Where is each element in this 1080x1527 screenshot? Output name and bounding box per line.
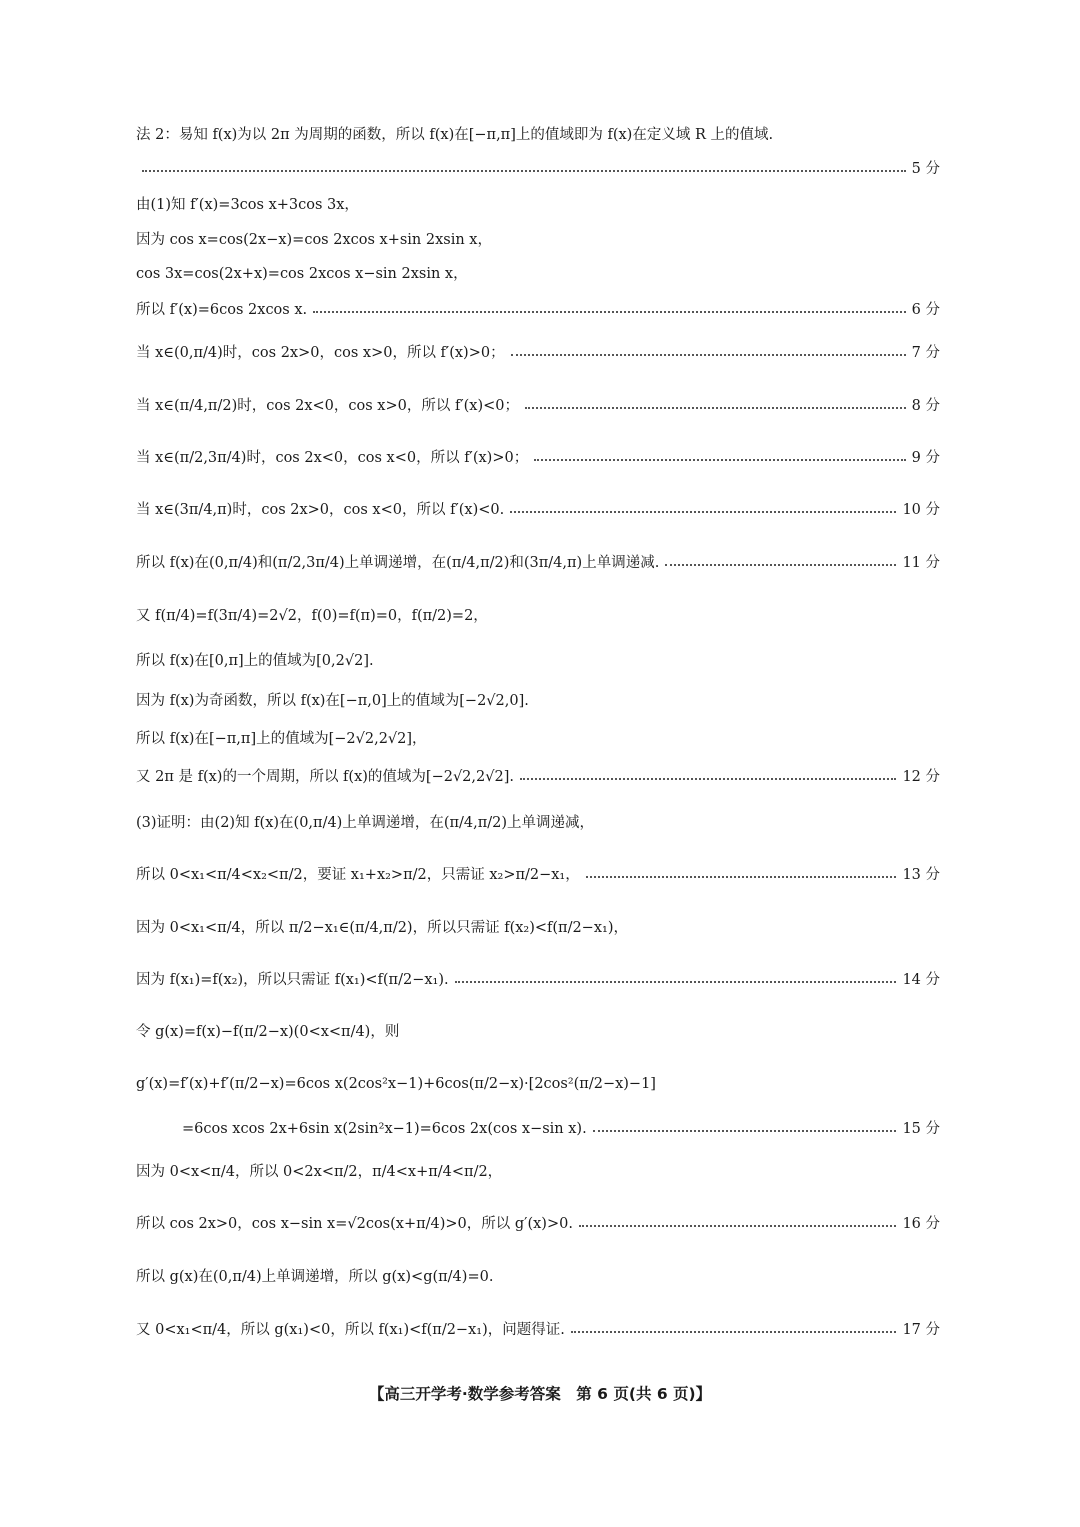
line-text: 所以 f′(x)=6cos 2xcos x.: [136, 302, 308, 318]
text-line: [136, 1266, 940, 1288]
score-label: 13 分: [902, 867, 940, 883]
dotted-leader: [511, 354, 906, 356]
score-line: [136, 158, 940, 180]
score-label: 15 分: [902, 1121, 940, 1137]
text-line: [136, 1161, 940, 1183]
text-line: [136, 650, 940, 672]
score-label: 16 分: [902, 1216, 940, 1232]
score-line: [136, 969, 940, 991]
dotted-leader: [520, 778, 896, 780]
line-text: g′(x)=f′(x)+f′(π/2−x)=6cos x(2cos²x−1)+6cos(π/2−x)·[2cos²(π/2−x)−1]: [136, 1076, 656, 1092]
score-line: [136, 1319, 940, 1341]
dotted-leader: [571, 1331, 897, 1333]
text-line: [136, 690, 940, 712]
dotted-leader: [313, 311, 906, 313]
page-footer: 【高三开学考·数学参考答案 第 6 页(共 6 页)】: [368, 1385, 712, 1403]
line-text: 所以 g(x)在(0,π/4)上单调递增，所以 g(x)<g(π/4)=0.: [136, 1269, 494, 1285]
line-text: 因为 f(x)为奇函数，所以 f(x)在[−π,0]上的值域为[−2√2,0].: [136, 693, 529, 709]
line-text: 由(1)知 f′(x)=3cos x+3cos 3x，: [136, 197, 359, 213]
score-line: [136, 499, 940, 521]
score-line: [136, 552, 940, 574]
line-text: 法 2：易知 f(x)为以 2π 为周期的函数，所以 f(x)在[−π,π]上的值域即为 f(x)在定义域 R 上的值域.: [136, 127, 774, 143]
dotted-leader: [579, 1225, 896, 1227]
dotted-leader: [586, 876, 897, 878]
score-line: [136, 766, 940, 788]
line-text: 又 f(π/4)=f(3π/4)=2√2，f(0)=f(π)=0，f(π/2)=2，: [136, 608, 488, 624]
score-line: [136, 447, 940, 469]
score-line: [136, 342, 940, 364]
line-text: 又 2π 是 f(x)的一个周期，所以 f(x)的值域为[−2√2,2√2].: [136, 769, 514, 785]
line-text: 因为 cos x=cos(2x−x)=cos 2xcos x+sin 2xsin x，: [136, 232, 492, 248]
text-line: [136, 124, 940, 146]
line-text: 所以 f(x)在(0,π/4)和(π/2,3π/4)上单调递增，在(π/4,π/2)和(3π/4,π)上单调递减.: [136, 555, 660, 571]
dotted-leader: [665, 564, 896, 566]
score-line: [136, 395, 940, 417]
line-text: 因为 0<x₁<π/4，所以 π/2−x₁∈(π/4,π/2)，所以只需证 f(x₂)<f(π/2−x₁)，: [136, 920, 628, 936]
text-line: [136, 1021, 940, 1043]
line-text: cos 3x=cos(2x+x)=cos 2xcos x−sin 2xsin x，: [136, 266, 468, 282]
text-line: [136, 1073, 940, 1095]
text-line: [136, 812, 940, 834]
score-label: 10 分: [902, 502, 940, 518]
dotted-leader: [525, 407, 906, 409]
line-text: 当 x∈(3π/4,π)时，cos 2x>0，cos x<0，所以 f′(x)<0.: [136, 502, 505, 518]
score-label: 9 分: [911, 450, 940, 466]
score-line: [136, 1213, 940, 1235]
line-text: =6cos xcos 2x+6sin x(2sin²x−1)=6cos 2x(cos x−sin x).: [182, 1121, 587, 1137]
score-label: 14 分: [902, 972, 940, 988]
line-text: 当 x∈(0,π/4)时，cos 2x>0，cos x>0，所以 f′(x)>0；: [136, 345, 505, 361]
score-line: [136, 864, 940, 886]
line-text: 因为 f(x₁)=f(x₂)，所以只需证 f(x₁)<f(π/2−x₁).: [136, 972, 449, 988]
dotted-leader: [142, 170, 906, 172]
score-label: 11 分: [902, 555, 940, 571]
line-text: 所以 f(x)在[0,π]上的值域为[0,2√2].: [136, 653, 374, 669]
dotted-leader: [455, 981, 897, 983]
text-line: [136, 728, 940, 750]
line-text: 当 x∈(π/2,3π/4)时，cos 2x<0，cos x<0，所以 f′(x)>0；: [136, 450, 529, 466]
dotted-leader: [510, 511, 896, 513]
score-label: 6 分: [911, 302, 940, 318]
line-text: 所以 f(x)在[−π,π]上的值域为[−2√2,2√2]，: [136, 731, 427, 747]
dotted-leader: [593, 1130, 897, 1132]
score-label: 17 分: [902, 1322, 940, 1338]
score-line: [182, 1118, 940, 1140]
score-label: 5 分: [911, 161, 940, 177]
line-text: 因为 0<x<π/4，所以 0<2x<π/2，π/4<x+π/4<π/2，: [136, 1164, 503, 1180]
text-line: [136, 917, 940, 939]
line-text: 又 0<x₁<π/4，所以 g(x₁)<0，所以 f(x₁)<f(π/2−x₁)，问题得证.: [136, 1322, 565, 1338]
score-label: 7 分: [911, 345, 940, 361]
text-line: [136, 263, 940, 285]
line-text: 所以 0<x₁<π/4<x₂<π/2，要证 x₁+x₂>π/2，只需证 x₂>π/2−x₁，: [136, 867, 580, 883]
line-text: 当 x∈(π/4,π/2)时，cos 2x<0，cos x>0，所以 f′(x)<0；: [136, 398, 519, 414]
dotted-leader: [534, 459, 905, 461]
score-label: 8 分: [911, 398, 940, 414]
line-text: (3)证明：由(2)知 f(x)在(0,π/4)上单调递增，在(π/4,π/2)上单调递减，: [136, 815, 595, 831]
score-line: [136, 299, 940, 321]
text-line: [136, 229, 940, 251]
score-label: 12 分: [902, 769, 940, 785]
line-text: 令 g(x)=f(x)−f(π/2−x)(0<x<π/4)，则: [136, 1024, 400, 1040]
text-line: [136, 605, 940, 627]
line-text: 所以 cos 2x>0，cos x−sin x=√2cos(x+π/4)>0，所以 g′(x)>0.: [136, 1216, 573, 1232]
text-line: [136, 194, 940, 216]
